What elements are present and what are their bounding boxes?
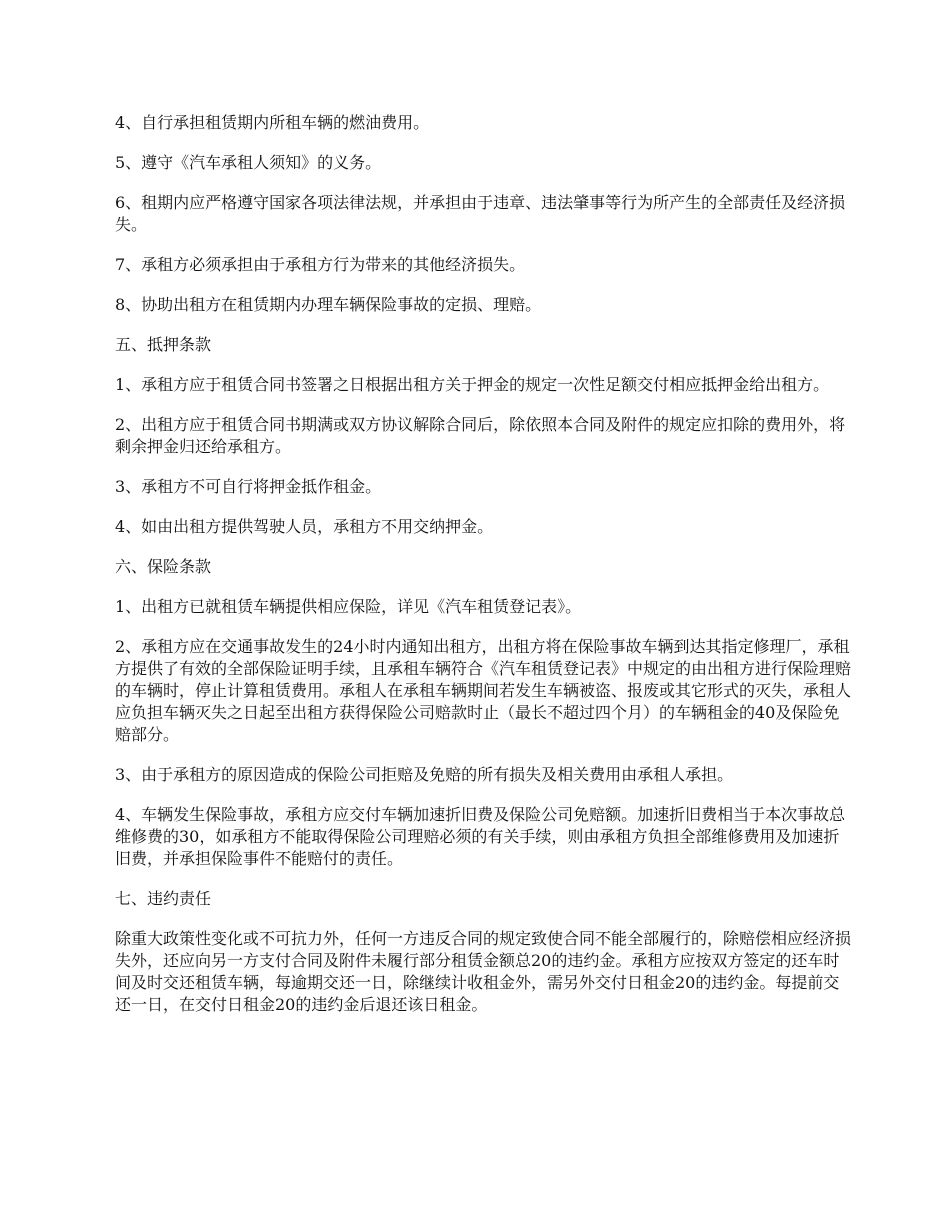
deposit-clause-4: 4、如由出租方提供驾驶人员，承租方不用交纳押金。 (115, 517, 494, 536)
clause-renter-notice: 5、遵守《汽车承租人须知》的义务。 (115, 153, 382, 172)
insurance-clause-4: 4、车辆发生保险事故，承租方应交付车辆加速折旧费及保险公司免赔额。加速折旧费相当于本次事故总维修费的30，如承租方不能取得保险公司理赔必须的有关手续，则由承租方负担全部维修费用及加速折旧费，并承担保险事件不能赔付的责任。 (115, 805, 846, 868)
deposit-clause-3: 3、承租方不可自行将押金抵作租金。 (115, 477, 382, 496)
clause-fuel-cost: 4、自行承担租赁期内所租车辆的燃油费用。 (115, 113, 430, 132)
deposit-clause-2: 2、出租方应于租赁合同书期满或双方协议解除合同后，除依照本合同及附件的规定应扣除的费用外，将剩余押金归还给承租方。 (115, 415, 846, 456)
section-heading-insurance: 六、保险条款 (115, 557, 212, 576)
clause-obey-laws: 6、租期内应严格遵守国家各项法律法规，并承担由于违章、违法肇事等行为所产生的全部责任及经济损失。 (115, 193, 846, 234)
breach-clause: 除重大政策性变化或不可抗力外，任何一方违反合同的规定致使合同不能全部履行的，除赔偿相应经济损失外，还应向另一方支付合同及附件未履行部分租赁金额总20的违约金。承租方应按双方签定的还车时间及时交还租赁车辆，每逾期交还一日，除继续计收租金外，需另外交付日租金20的违约金。每提前交还一日，在交付日租金20的违约金后退还该日租金。 (115, 929, 852, 1014)
insurance-clause-2: 2、承租方应在交通事故发生的24小时内通知出租方，出租方将在保险事故车辆到达其指定修理厂，承租方提供了有效的全部保险证明手续，且承租车辆符合《汽车租赁登记表》中规定的由出租方进行保险理赔的车辆时，停止计算租赁费用。承租人在承租车辆期间若发生车辆被盗、报废或其它形式的灭失，承租人应负担车辆灭失之日起至出租方获得保险公司赔款时止（最长不超过四个月）的车辆租金的40及保险免赔部分。 (115, 637, 852, 744)
section-heading-deposit: 五、抵押条款 (115, 335, 212, 354)
insurance-clause-3: 3、由于承租方的原因造成的保险公司拒赔及免赔的所有损失及相关费用由承租人承担。 (115, 765, 734, 784)
document-body (115, 112, 855, 1034)
clause-insurance-assist: 8、协助出租方在租赁期内办理车辆保险事故的定损、理赔。 (115, 295, 542, 314)
deposit-clause-1: 1、承租方应于租赁合同书签署之日根据出租方关于押金的规定一次性足额交付相应抵押金给出租方。 (115, 375, 830, 394)
section-heading-breach: 七、违约责任 (115, 889, 212, 908)
clause-other-losses: 7、承租方必须承担由于承租方行为带来的其他经济损失。 (115, 255, 526, 274)
insurance-clause-1: 1、出租方已就租赁车辆提供相应保险，详见《汽车租赁登记表》。 (115, 597, 582, 616)
